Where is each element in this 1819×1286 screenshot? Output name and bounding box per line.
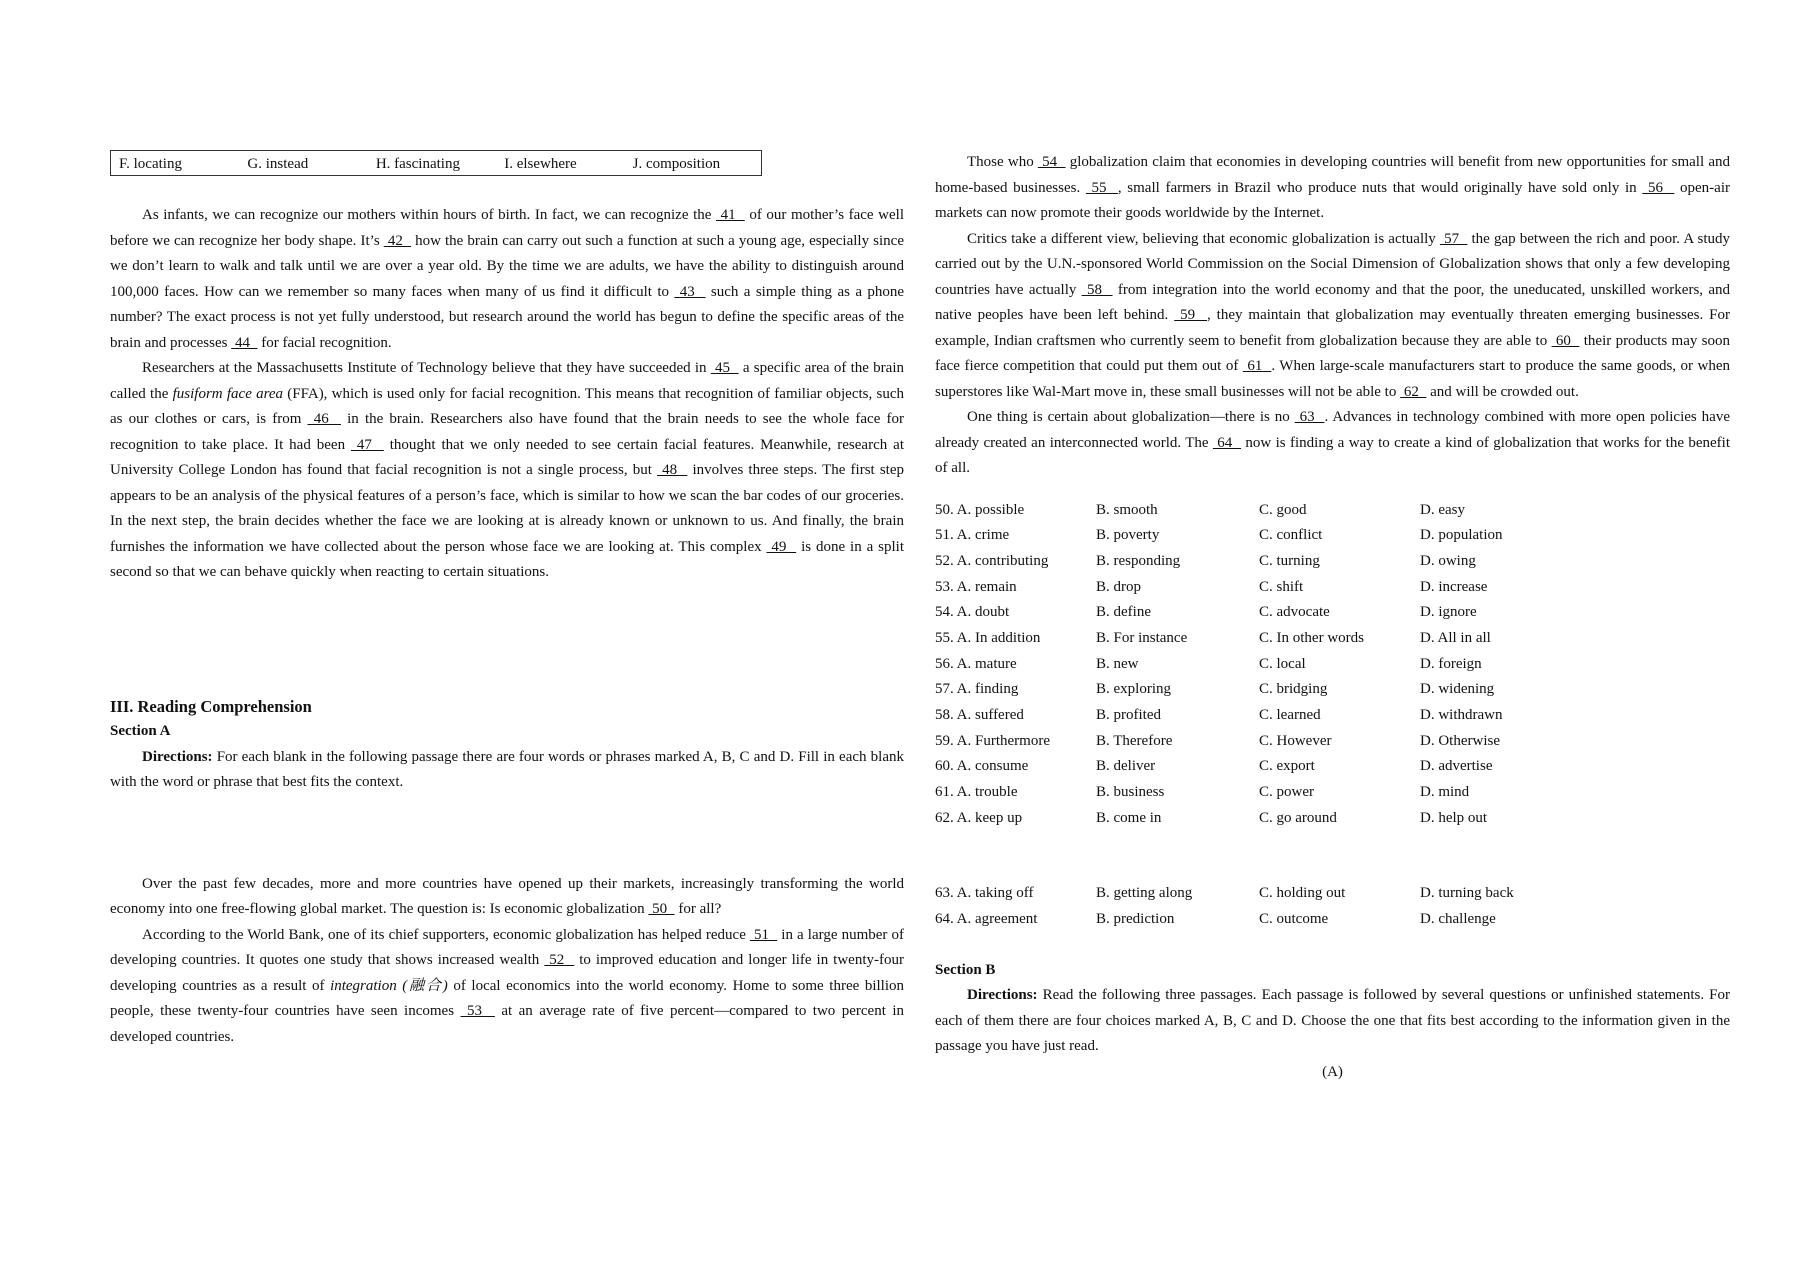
option-row <box>935 575 1730 601</box>
text-run: Critics take a different view, believing that economic globalization is actually <box>967 230 1440 247</box>
passage-facial-recognition <box>110 203 904 586</box>
option-row <box>935 703 1730 729</box>
blank-50: 50 <box>648 901 675 917</box>
blank-62: 62 <box>1400 383 1427 400</box>
paragraph <box>110 923 904 1051</box>
paragraph <box>935 227 1730 406</box>
option-choice: B. getting along <box>1096 885 1193 902</box>
option-choice: 59. A. Furthermore <box>935 732 1050 749</box>
option-choice: D. withdrawn <box>1420 707 1503 723</box>
option-choice: B. exploring <box>1096 681 1171 698</box>
option-choice: C. However <box>1259 732 1332 749</box>
option-choice: B. deliver <box>1096 758 1156 775</box>
blank-64: 64 <box>1212 434 1242 451</box>
option-choice: 50. A. possible <box>935 501 1025 518</box>
section-b-directions <box>935 983 1730 1060</box>
option-choice: C. export <box>1259 758 1315 775</box>
word-option: J. composition <box>632 156 721 172</box>
option-row <box>935 523 1730 549</box>
word-option: G. instead <box>247 156 309 172</box>
text-run: in a large number of developing countries. It quotes one study that shows increased wealth <box>110 926 904 968</box>
blank-61: 61 <box>1242 358 1272 374</box>
text-run: such a simple thing as a phone number? The exact process is not yet fully understood, but research around the world has begun to define the specific areas of the brain and processes <box>110 283 905 351</box>
passage-globalization-part1 <box>110 872 904 1051</box>
text-run: for all? <box>674 901 722 917</box>
option-choice: D. foreign <box>1420 655 1482 672</box>
blank-46: 46 <box>307 411 341 427</box>
text-run: the gap between the rich and poor. A study carried out by the U.N.-sponsored World Commission on the Social Dimension of Globalization shows that only a few developing countries have actually <box>935 230 1731 298</box>
word-option: I. elsewhere <box>504 156 577 172</box>
text-run: . Advances in technology combined with more open policies have already created an interconnected world. The <box>935 409 1730 451</box>
text-run: Researchers at the Massachusetts Institute of Technology believe that they have succeeded in <box>142 360 711 376</box>
blank-48: 48 <box>656 462 688 478</box>
option-choice: D. mind <box>1420 784 1470 801</box>
text-run: their products may soon face fierce competition that could put them out of <box>935 332 1731 374</box>
option-choice: D. turning back <box>1420 885 1514 902</box>
blank-47: 47 <box>351 436 384 453</box>
text-run: now is finding a way to create a kind of globalization that works for the benefit of all. <box>935 434 1731 476</box>
option-choice: B. smooth <box>1096 501 1158 518</box>
option-choice: C. In other words <box>1259 629 1364 646</box>
option-choice: 56. A. mature <box>935 655 1017 672</box>
right-column <box>935 150 1730 1085</box>
directions-text: Read the following three passages. Each passage is followed by several questions or unfinished statements. For each of them there are four choices marked A, B, C and D. Choose the one that fits best according to the information given in the passage you have just read. <box>935 987 1730 1055</box>
option-choice: C. bridging <box>1259 681 1328 698</box>
text-run: at an average rate of five percent—compared to two percent in developed countries. <box>110 1003 904 1045</box>
text-run: Over the past few decades, more and more countries have opened up their markets, increasingly transforming the world economy into one free-flowing global market. The question is: Is economic globalization <box>110 875 904 917</box>
directions-text: For each blank in the following passage there are four words or phrases marked A, B, C and D. Fill in each blank with the word or phrase that best fits the context. <box>110 748 904 790</box>
paragraph <box>935 150 1730 227</box>
text-run: open-air markets can now promote their goods worldwide by the Internet. <box>935 179 1730 221</box>
text-run: , small farmers in Brazil who produce nuts that would originally have sold only in <box>1117 179 1643 196</box>
option-row <box>935 806 1730 832</box>
option-choice: D. easy <box>1420 501 1465 518</box>
text-run: , they maintain that globalization may eventually threaten emerging businesses. For example, Indian craftsmen who currently seem to benefit from globalization because they are able to <box>935 307 1731 349</box>
option-choice: C. good <box>1259 501 1307 518</box>
blank-42: 42 <box>383 232 411 249</box>
text-run: is done in a split second so that we can behave quickly when reacting to certain situations. <box>110 538 904 580</box>
option-choice: C. outcome <box>1259 911 1329 928</box>
option-row <box>935 498 1730 524</box>
option-choice: 54. A. doubt <box>935 604 1010 621</box>
option-choice: B. profited <box>1096 707 1161 723</box>
option-row <box>935 549 1730 575</box>
option-choice: 53. A. remain <box>935 578 1017 595</box>
option-choice: 52. A. contributing <box>935 552 1049 569</box>
directions-label: Directions: <box>967 987 1038 1004</box>
option-choice: 61. A. trouble <box>935 784 1018 801</box>
option-choice: 57. A. finding <box>935 681 1019 698</box>
option-choice: B. responding <box>1096 552 1181 569</box>
option-choice: 60. A. consume <box>935 758 1029 775</box>
word-box <box>110 150 762 176</box>
option-choice: B. poverty <box>1096 527 1160 544</box>
text-run: to improved education and longer life in twenty-four developing countries as a result of <box>110 952 904 994</box>
blank-56: 56 <box>1642 179 1675 196</box>
option-row <box>935 600 1730 626</box>
blank-44: 44 <box>231 334 258 351</box>
option-choice: 62. A. keep up <box>935 809 1023 826</box>
option-choice: B. define <box>1096 604 1151 621</box>
option-row <box>935 907 1730 933</box>
option-choice: B. business <box>1096 784 1165 801</box>
word-option: H. fascinating <box>375 156 460 172</box>
text-run: for facial recognition. <box>257 334 392 351</box>
italic-term: fusiform face area <box>172 385 284 402</box>
blank-63: 63 <box>1294 409 1325 425</box>
option-choice: 51. A. crime <box>935 527 1010 544</box>
option-choice: C. power <box>1259 784 1314 801</box>
section-a-directions <box>110 745 904 796</box>
option-row <box>935 881 1730 907</box>
option-row <box>935 780 1730 806</box>
option-choice: B. come in <box>1096 809 1162 826</box>
options-list-50-62 <box>935 498 1730 832</box>
option-choice: D. challenge <box>1420 911 1496 928</box>
blank-43: 43 <box>674 283 706 300</box>
option-choice: C. local <box>1259 655 1306 672</box>
section-heading: III. Reading Comprehension <box>110 696 312 716</box>
option-choice: C. shift <box>1259 578 1304 595</box>
text-run: One thing is certain about globalization—there is no <box>967 409 1295 425</box>
paragraph <box>110 872 904 923</box>
option-choice: C. turning <box>1259 552 1320 569</box>
option-row <box>935 729 1730 755</box>
text-run: how the brain can carry out such a function at such a young age, especially since we don’t learn to walk and talk until we are over a year old. By the time we are adults, we have the ability to distinguish around 100,000 faces. How can we remember so many faces when many of us find it difficult to <box>110 232 904 300</box>
word-option: F. locating <box>119 156 182 172</box>
blank-41: 41 <box>715 207 745 223</box>
option-choice: C. holding out <box>1259 885 1346 902</box>
text-run: thought that we only needed to see certain facial features. Meanwhile, research at University College London has found that facial recognition is not a single process, but <box>110 436 904 478</box>
option-choice: B. drop <box>1096 578 1141 595</box>
option-choice: 64. A. agreement <box>935 911 1038 928</box>
blank-49: 49 <box>766 538 797 555</box>
blank-52: 52 <box>544 952 575 968</box>
text-run: and will be crowded out. <box>1426 383 1579 400</box>
blank-60: 60 <box>1551 332 1580 349</box>
blank-58: 58 <box>1081 281 1113 298</box>
text-run: globalization claim that economies in developing countries will benefit from new opportunities for small and home-based businesses. <box>935 154 1730 196</box>
option-choice: D. help out <box>1420 809 1488 826</box>
passage-label-a: (A) <box>1322 1063 1343 1080</box>
option-choice: D. widening <box>1420 681 1495 698</box>
section-a-heading: Section A <box>110 723 171 739</box>
option-row <box>935 754 1730 780</box>
option-choice: D. advertise <box>1420 758 1493 775</box>
option-choice: D. All in all <box>1420 629 1491 646</box>
passage-globalization-part2 <box>935 150 1730 482</box>
option-choice: D. increase <box>1420 578 1488 595</box>
option-row <box>935 626 1730 652</box>
option-row <box>935 652 1730 678</box>
text-run: of local economics into the world economy. Home to some three billion people, these twenty-four countries have seen incomes <box>110 977 905 1019</box>
left-column <box>110 150 904 1050</box>
option-choice: 55. A. In addition <box>935 629 1041 646</box>
blank-59: 59 <box>1174 307 1207 323</box>
text-run: According to the World Bank, one of its chief supporters, economic globalization has helped reduce <box>142 926 750 943</box>
blank-57: 57 <box>1439 230 1468 247</box>
paragraph <box>935 405 1730 482</box>
section-b-heading: Section B <box>935 961 996 978</box>
option-choice: C. conflict <box>1259 527 1323 544</box>
option-choice: C. learned <box>1259 707 1321 723</box>
option-choice: 58. A. suffered <box>935 707 1024 723</box>
option-choice: D. ignore <box>1420 604 1477 621</box>
option-choice: D. owing <box>1420 552 1476 569</box>
text-run: of our mother’s face well before we can recognize her body shape. It’s <box>110 207 905 249</box>
option-choice: C. advocate <box>1259 604 1330 621</box>
paragraph <box>110 203 904 356</box>
option-choice: C. go around <box>1259 809 1337 826</box>
blank-53: 53 <box>460 1003 495 1019</box>
text-run: from integration into the world economy and that the poor, the uneducated, unskilled workers, and native peoples have been left behind. <box>935 281 1730 323</box>
option-choice: 63. A. taking off <box>935 885 1034 902</box>
option-choice: B. Therefore <box>1096 732 1173 749</box>
paragraph <box>110 356 904 586</box>
text-run: involves three steps. The first step appears to be an analysis of the physical features of a person’s face, which is similar to how we scan the bar codes of our groceries. In the next step, the brain decides whether the face we are looking at is already known or unknown to us. And finally, the brain furnishes the information we have collected about the person whose face we are looking at. This complex <box>110 462 904 555</box>
option-row <box>935 677 1730 703</box>
option-choice: D. population <box>1420 527 1503 544</box>
blank-54: 54 <box>1037 154 1066 170</box>
options-list-63-64 <box>935 881 1730 932</box>
option-choice: D. Otherwise <box>1420 732 1500 749</box>
text-run: . When large-scale manufacturers start to produce the same goods, or when superstores like Wal-Mart move in, these small businesses will not be able to <box>935 358 1731 400</box>
text-run: a specific area of the brain called the <box>110 360 904 402</box>
option-choice: B. prediction <box>1096 911 1175 928</box>
blank-45: 45 <box>710 360 739 376</box>
text-run: As infants, we can recognize our mothers within hours of birth. In fact, we can recognize the <box>142 207 716 223</box>
option-choice: B. For instance <box>1096 629 1188 646</box>
blank-55: 55 <box>1085 179 1118 196</box>
directions-label: Directions: <box>142 748 213 765</box>
italic-term: integration (融合) <box>330 977 448 994</box>
text-run: (FFA), which is used only for facial recognition. This means that recognition of familiar objects, such as our clothes or cars, is from <box>110 385 904 427</box>
text-run: Those who <box>967 154 1038 170</box>
blank-51: 51 <box>749 926 778 943</box>
text-run: in the brain. Researchers also have found that the brain needs to see the whole face for recognition to take place. It had been <box>110 411 904 453</box>
option-choice: B. new <box>1096 655 1139 672</box>
